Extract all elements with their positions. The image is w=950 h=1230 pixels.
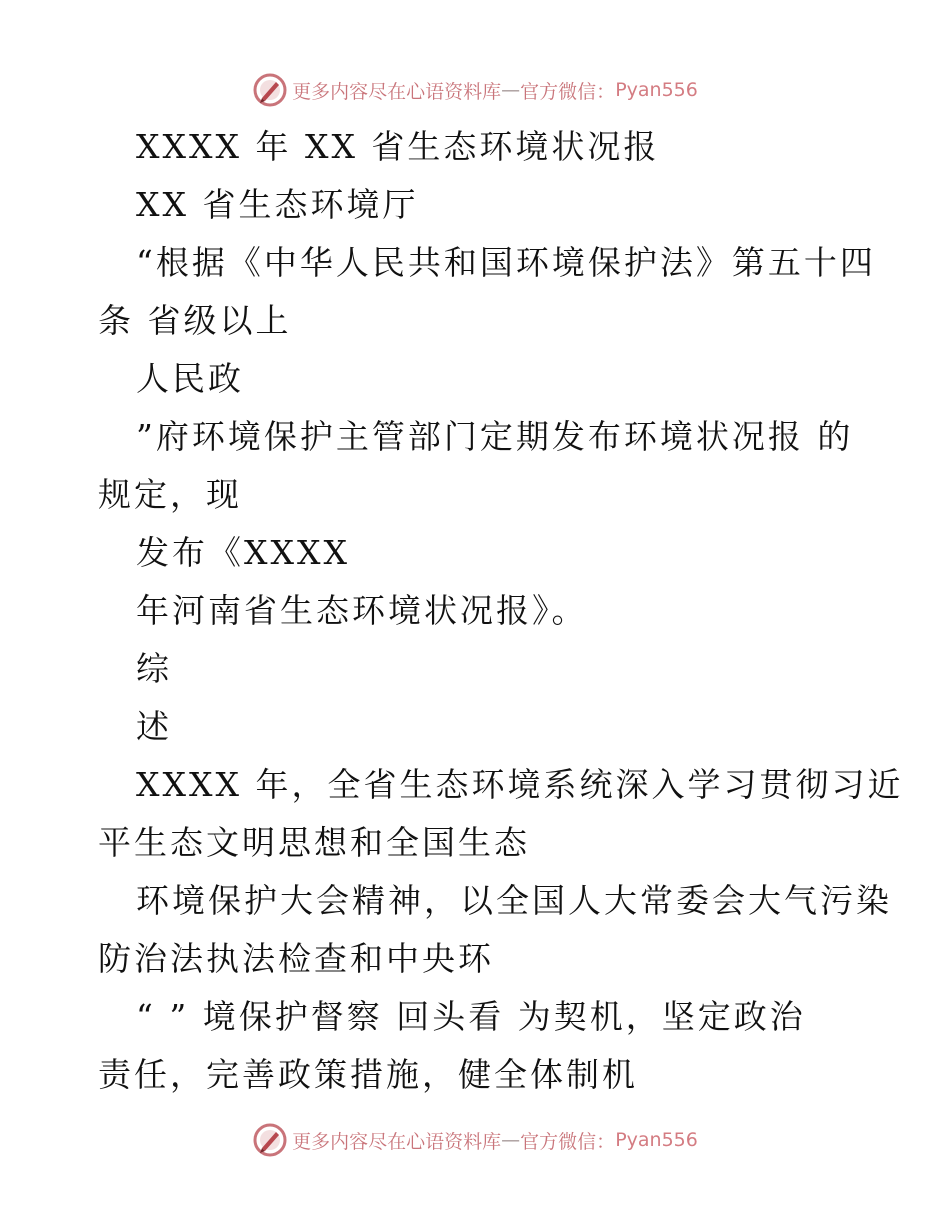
doc-section-heading: 综 (136, 649, 172, 688)
doc-line: 防治法执法检查和中央环 (98, 939, 494, 978)
watermark-banner-top (0, 70, 950, 110)
doc-line: 规定，现 (98, 475, 242, 514)
doc-issuer: XX 省生态环境厅 (136, 185, 419, 224)
watermark-text: 更多内容尽在心语资料库 (292, 1130, 502, 1153)
doc-line: 年河南省生态环境状况报》。 (136, 591, 588, 630)
watermark-banner-bottom (0, 1120, 950, 1160)
pen-nib-logo-icon (252, 1122, 288, 1158)
watermark-contact-label: 官方微信： (520, 80, 616, 103)
watermark-separator: — (501, 1129, 521, 1151)
doc-line: 人民政 (136, 359, 244, 398)
doc-line: ”府环境保护主管部门定期发布环境状况报 的 (136, 417, 854, 456)
watermark-contact-handle: Pyan556 (615, 1129, 698, 1151)
watermark-contact-label: 官方微信： (520, 1130, 616, 1153)
doc-line: 责任，完善政策措施，健全体制机 (98, 1055, 638, 1094)
doc-line: 环境保护大会精神，以全国人大常委会大气污染 (136, 881, 892, 920)
document-body (98, 118, 904, 1104)
doc-section-heading: 述 (136, 707, 172, 746)
doc-line: 发布《XXXX (136, 533, 350, 572)
watermark-contact-handle: Pyan556 (615, 79, 698, 101)
doc-line: 平生态文明思想和全国生态 (98, 823, 530, 862)
doc-title: XXXX 年 XX 省生态环境状况报 (136, 127, 660, 166)
doc-line: “ ” 境保护督察 回头看 为契机，坚定政治 (136, 997, 806, 1036)
doc-line: 条 省级以上 (98, 301, 292, 340)
doc-line: XXXX 年，全省生态环境系统深入学习贯彻习近 (136, 765, 904, 804)
doc-line: “根据《中华人民共和国环境保护法》第五十四 (136, 243, 876, 282)
pen-nib-logo-icon (252, 72, 288, 108)
watermark-separator: — (501, 79, 521, 101)
watermark-text: 更多内容尽在心语资料库 (292, 80, 502, 103)
